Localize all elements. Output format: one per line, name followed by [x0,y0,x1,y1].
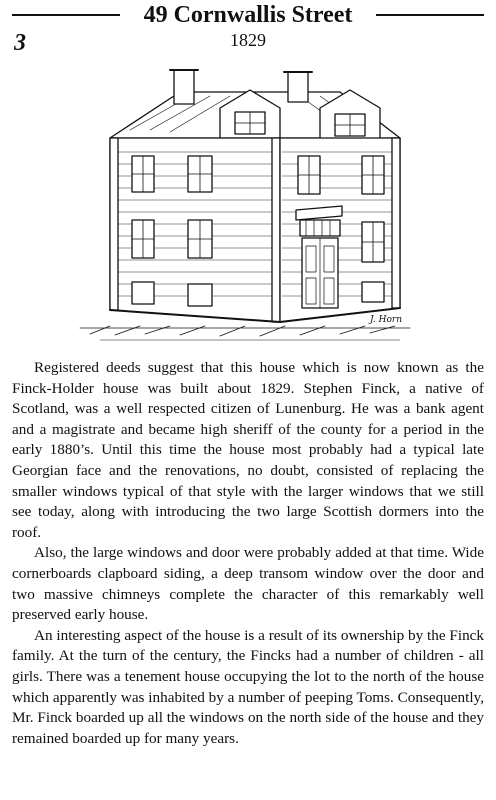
body-text [12,358,484,749]
ground-hatching [80,326,410,340]
house-illustration [70,60,430,350]
paragraph-3: An interesting aspect of the house is a result of its ownership by the Finck family. At the turn of the century, the Fincks had a number of children - all girls. There was a tenement house occupying the lot to the north of the house which apparently was inhabited by a number of peeping Toms. Consequently, Mr. Finck boarded up all the windows on the north side of the house and they remained boarded up for many years. [12,626,484,747]
artist-signature: J. Horn [370,315,402,325]
front-door [296,206,342,308]
paragraph-1: Registered deeds suggest that this house which is now known as the Finck-Holder house was built about 1829. Stephen Finck, a native of Scotland, was a well respected citizen of Lunenburg. He was a bank agent and a magistrate and became high sheriff of the county for a period in the early 1880’s. Until this time the house most probably had a typical late Georgian face and the renovations, no doubt, consisted of replacing the smaller windows typical of that style with the larger windows that we still see today, along with introducing the two large Scottish dormers into the roof. [12,359,484,541]
page-number: 3 [14,30,26,56]
page-year: 1829 [230,30,266,50]
paragraph-2: Also, the large windows and door were probably added at that time. Wide cornerboards clapboard siding, a deep transom window over the door and two massive chimneys complete the character of this remarkably well preserved early house. [12,544,484,624]
chimney-left [174,70,194,104]
page-title: 49 Cornwallis Street [143,2,353,28]
chimney-right [288,72,308,102]
